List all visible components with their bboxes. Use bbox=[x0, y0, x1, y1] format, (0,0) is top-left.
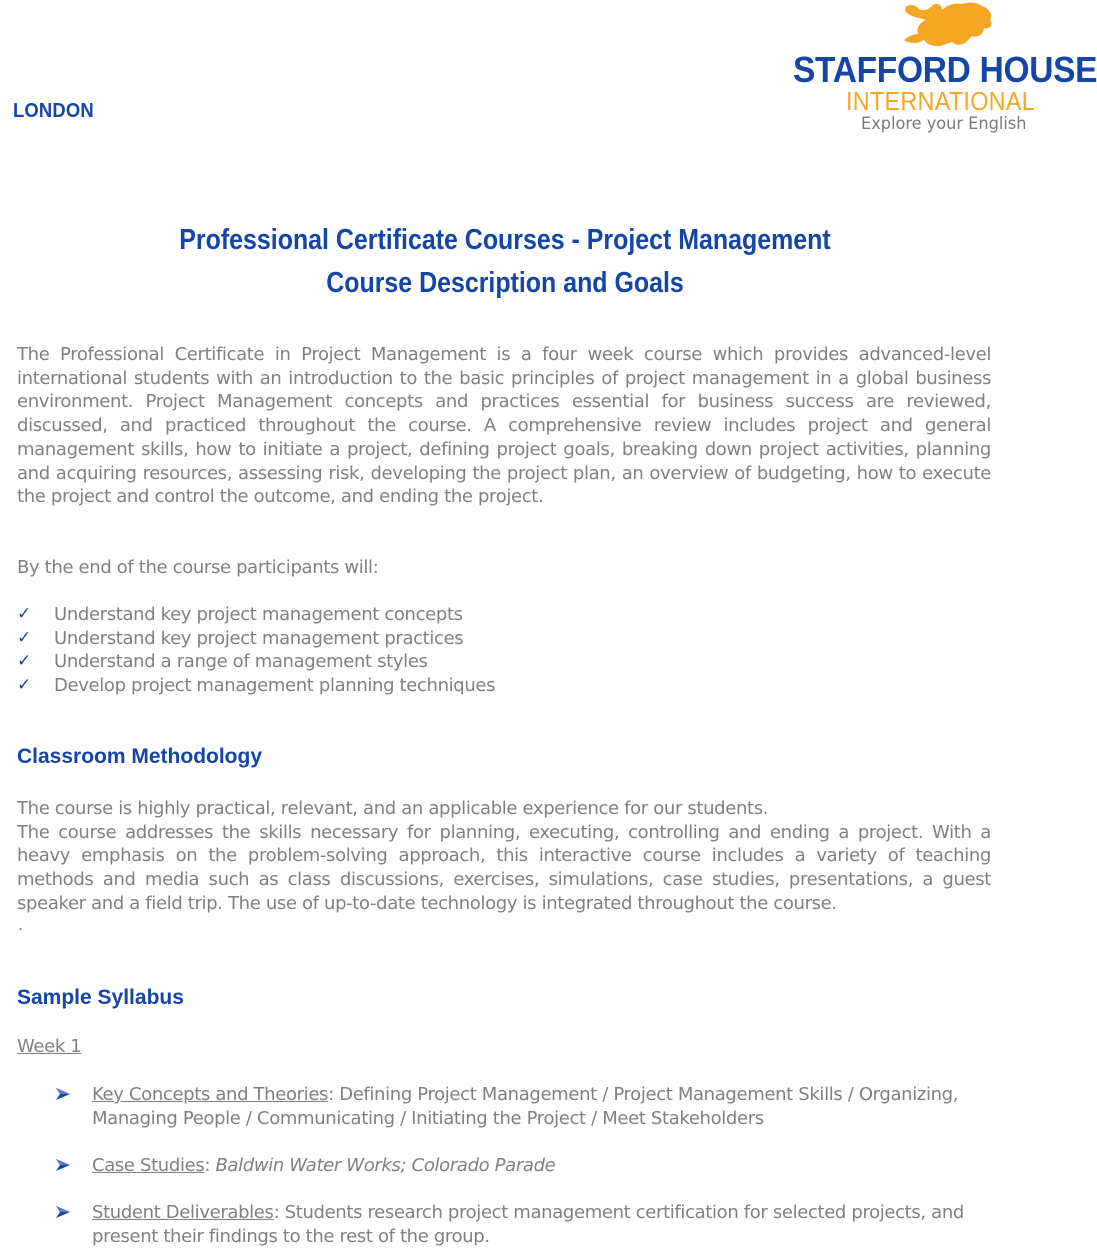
item-text: Defining Project Management / Project Management Skills / Organizing, Managing People / Communicating / Initiating the Project / Meet Stakeholders bbox=[92, 1084, 959, 1129]
logo-brand: STAFFORD HOUSE bbox=[793, 49, 1097, 90]
methodology-line2: The course addresses the skills necessary for planning, executing, controlling and ending a project. With a heavy emphasis on the problem-solving approach, this interactive course includes a variety of teaching methods and media such as class discussions, exercises, simulations, case studies, presentations, a guest speaker and a field trip. The use of up-to-date technology is integrated throughout the course. bbox=[17, 821, 991, 914]
checkmark-icon: ✓ bbox=[17, 675, 31, 696]
list-item bbox=[17, 627, 495, 651]
list-item bbox=[17, 674, 495, 698]
outcome-text: Understand key project management concepts bbox=[54, 604, 463, 625]
logo-subbrand: INTERNATIONAL bbox=[846, 86, 1035, 116]
syllabus-item: Key Concepts and Theories: Defining Project Management / Project Management Skills / Organizing, Managing People / Communicating / Initiating the Project / Meet Stakeholders bbox=[55, 1083, 985, 1130]
syllabus-item: Case Studies: Baldwin Water Works; Colorado Parade bbox=[55, 1154, 985, 1178]
intro-paragraph: The Professional Certificate in Project Management is a four week course which provides advanced-level international students with an introduction to the basic principles of project management in a global business environment. Project Management concepts and practices essential for business success are reviewed, discussed, and practiced throughout the course. A comprehensive review includes project and general management skills, how to initiate a project, defining project goals, breaking down project activities, planning and acquiring resources, assessing risk, developing the project plan, an overview of budgeting, how to execute the project and control the outcome, and ending the project. bbox=[17, 344, 991, 508]
stafford-house-logo bbox=[790, 0, 1097, 140]
outcomes-lead: By the end of the course participants will: bbox=[17, 557, 379, 578]
item-text: Baldwin Water Works; Colorado Parade bbox=[215, 1155, 556, 1176]
outcome-text: Develop project management planning techniques bbox=[54, 675, 496, 697]
arrow-bullet-icon bbox=[55, 1205, 71, 1219]
methodology-paragraph bbox=[17, 797, 991, 916]
arrow-bullet-icon bbox=[55, 1158, 71, 1172]
checkmark-icon: ✓ bbox=[17, 604, 31, 624]
arrow-bullet-icon bbox=[55, 1087, 71, 1101]
item-label: Case Studies bbox=[92, 1155, 205, 1176]
lion-icon bbox=[898, 0, 998, 50]
item-label: Key Concepts and Theories bbox=[92, 1084, 329, 1105]
header-city: LONDON bbox=[13, 100, 94, 122]
page-subtitle: Course Description and Goals bbox=[326, 267, 684, 299]
list-item bbox=[17, 650, 495, 674]
week-label: Week 1 bbox=[17, 1036, 82, 1057]
item-text: Students research project management certification for selected projects, and present their findings to the rest of the group. bbox=[92, 1202, 964, 1247]
outcome-text: Understand key project management practices bbox=[54, 627, 464, 649]
checkmark-icon: ✓ bbox=[17, 627, 31, 648]
syllabus-heading: Sample Syllabus bbox=[17, 986, 184, 1009]
methodology-line1: The course is highly practical, relevant, and an applicable experience for our students. bbox=[17, 798, 769, 819]
methodology-heading: Classroom Methodology bbox=[17, 745, 263, 768]
list-item bbox=[17, 603, 495, 627]
outcomes-list bbox=[17, 603, 495, 698]
logo-tagline: Explore your English bbox=[861, 114, 1027, 134]
checkmark-icon: ✓ bbox=[17, 651, 31, 672]
outcome-text: Understand a range of management styles bbox=[54, 651, 428, 673]
trailing-period: . bbox=[18, 914, 24, 934]
page-title: Professional Certificate Courses - Project Management bbox=[179, 224, 831, 256]
syllabus-item: Student Deliverables: Students research project management certification for selected projects, and present their findings to the rest of the group. bbox=[55, 1201, 985, 1248]
item-label: Student Deliverables bbox=[92, 1202, 274, 1223]
